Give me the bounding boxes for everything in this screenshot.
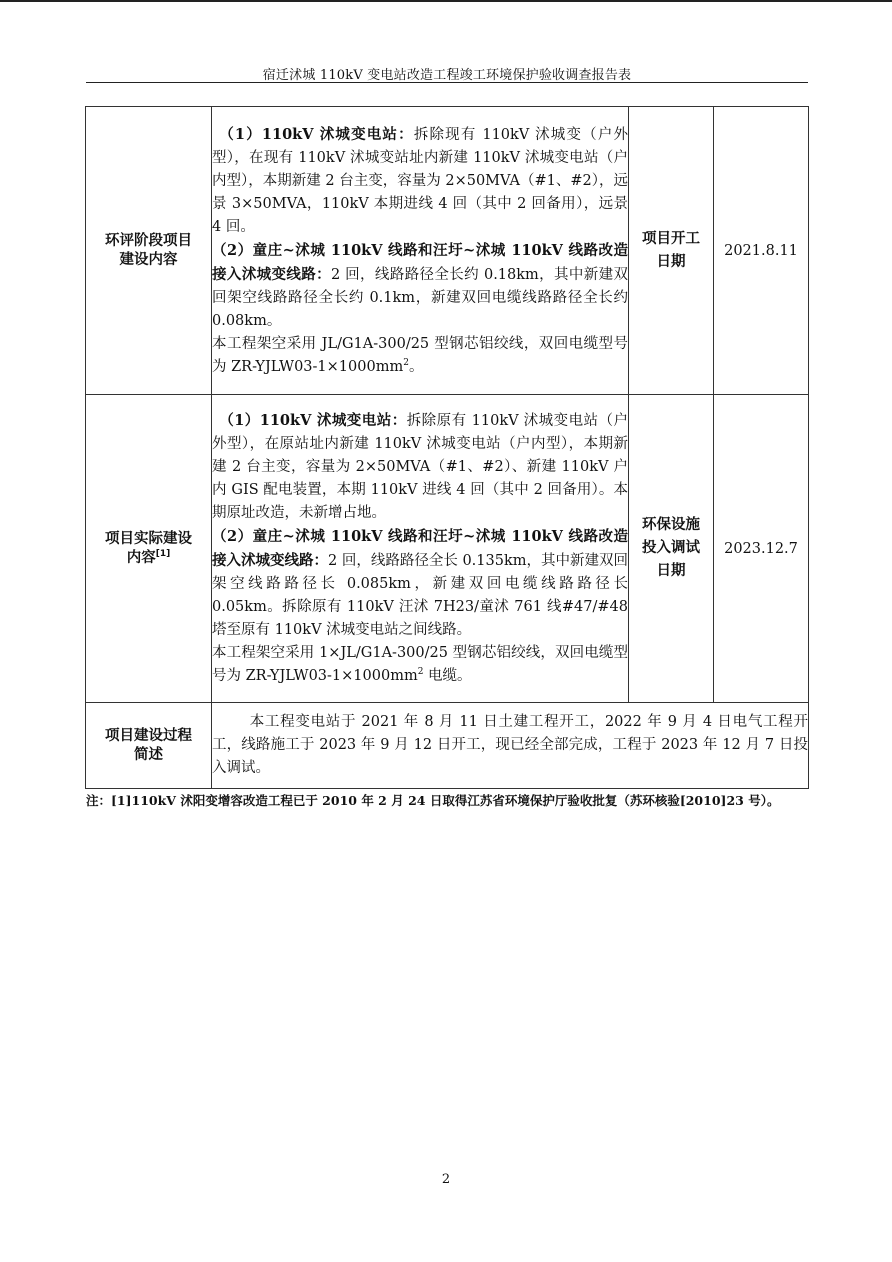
eia-item-1-text: 拆除现有 110kV 沭城变（户外型），在现有 110kV 沭城变站址内新建 110kV 沭城变电站（户内型），本期新建 2 台主变，容量为 2×50MVA（#1、#2），远景 3×50MVA，110kV 本期进线 4 回（其中 2 回备用），远景 4 回。: [212, 126, 629, 235]
eia-item-3-tail: 。: [408, 358, 424, 375]
actual-construction-label-cell: [86, 395, 212, 703]
start-date-label: 项目开工日期: [642, 230, 700, 270]
report-table: [85, 106, 809, 789]
process-summary-label-cell: [86, 703, 212, 789]
eia-stage-label-cell: [86, 107, 212, 395]
eia-stage-label: 环评阶段项目建设内容: [105, 232, 192, 268]
commissioning-date-label: 环保设施投入调试日期: [642, 517, 700, 579]
page-top-edge: [0, 0, 892, 2]
eia-item-2-text: 2 回，线路路径全长约 0.18km，其中新建双回架空线路路径全长约 0.1km，新建双回电缆线路路径全长约 0.08km。: [212, 266, 629, 329]
actual-item-1: [212, 409, 628, 525]
page-header-title: 宿迁沭城 110kV 变电站改造工程竣工环境保护验收调查报告表: [262, 68, 632, 83]
actual-item-2: [212, 525, 628, 642]
process-summary-content-cell: [212, 703, 809, 789]
table-row-process-summary: [86, 703, 809, 789]
eia-item-1: [212, 123, 628, 239]
eia-item-2-heading: （2）童庄~沭城 110kV 线路和汪圩~沭城 110kV 线路改造接入沭城变线路：: [212, 241, 628, 283]
actual-construction-label: [99, 530, 199, 568]
actual-construction-label-text: 项目实际建设内容: [105, 530, 192, 566]
table-row-actual-construction: [86, 395, 809, 703]
start-date-label-cell: [629, 107, 714, 395]
actual-item-3-superscript: 2: [417, 667, 424, 677]
actual-item-3: [212, 642, 628, 688]
header-rule: [86, 82, 808, 83]
table-row-eia-stage: [86, 107, 809, 395]
actual-item-1-text: 拆除原有 110kV 沭城变电站（户外型），在原站址内新建 110kV 沭城变电站（户内型），本期新建 2 台主变，容量为 2×50MVA（#1、#2）、新建 110kV 户内 GIS 配电装置，本期 110kV 进线 4 回（其中 2 回备用）。本期原址改造，未新增占地。: [212, 413, 629, 521]
actual-item-3-tail: 电缆。: [423, 668, 472, 684]
commissioning-date-label-cell: [629, 395, 714, 703]
process-summary-label: 项目建设过程简述: [105, 727, 192, 763]
actual-item-3-text: 本工程架空采用 1×JL/G1A-300/25 型钢芯铝绞线，双回电缆型号为 ZR-YJLW03-1×1000mm: [212, 645, 628, 684]
footnote: 注：[1]110kV 沭阳变增容改造工程已于 2010 年 2 月 24 日取得江苏省环境保护厅验收批复（苏环核验[2010]23 号）。: [86, 793, 780, 808]
eia-stage-content-cell: [212, 107, 629, 395]
actual-item-2-heading: （2）童庄~沭城 110kV 线路和汪圩~沭城 110kV 线路改造接入沭城变线路：: [212, 528, 628, 569]
process-summary-text: 本工程变电站于 2021 年 8 月 11 日土建工程开工，2022 年 9 月 4 日电气工程开工，线路施工于 2023 年 9 月 12 日开工，现已经全部完成，工程于 2023 年 12 月 7 日投入调试。: [212, 714, 808, 776]
page-number: 2: [441, 1172, 451, 1187]
eia-item-3-text: 本工程架空采用 JL/G1A-300/25 型钢芯铝绞线，双回电缆型号为 ZR-YJLW03-1×1000mm: [212, 335, 628, 375]
actual-item-2-text: 2 回，线路路径全长 0.135km，其中新建双回架空线路路径长 0.085km，新建双回电缆线路路径长 0.05km。拆除原有 110kV 汪沭 7H23/童沭 761 线#47/#48 塔至原有 110kV 沭城变电站之间线路。: [212, 553, 628, 638]
eia-item-3-superscript: 2: [403, 357, 409, 368]
start-date-value: 2021.8.11: [714, 107, 809, 395]
actual-item-1-heading: （1）110kV 沭城变电站：: [219, 412, 407, 429]
eia-item-3: [212, 333, 628, 379]
eia-item-1-heading: （1）110kV 沭城变电站：: [219, 125, 414, 143]
actual-construction-label-footnote-ref: [1]: [155, 548, 171, 559]
eia-item-2: [212, 239, 628, 333]
commissioning-date-value: 2023.12.7: [714, 395, 809, 703]
actual-construction-content-cell: [212, 395, 629, 703]
